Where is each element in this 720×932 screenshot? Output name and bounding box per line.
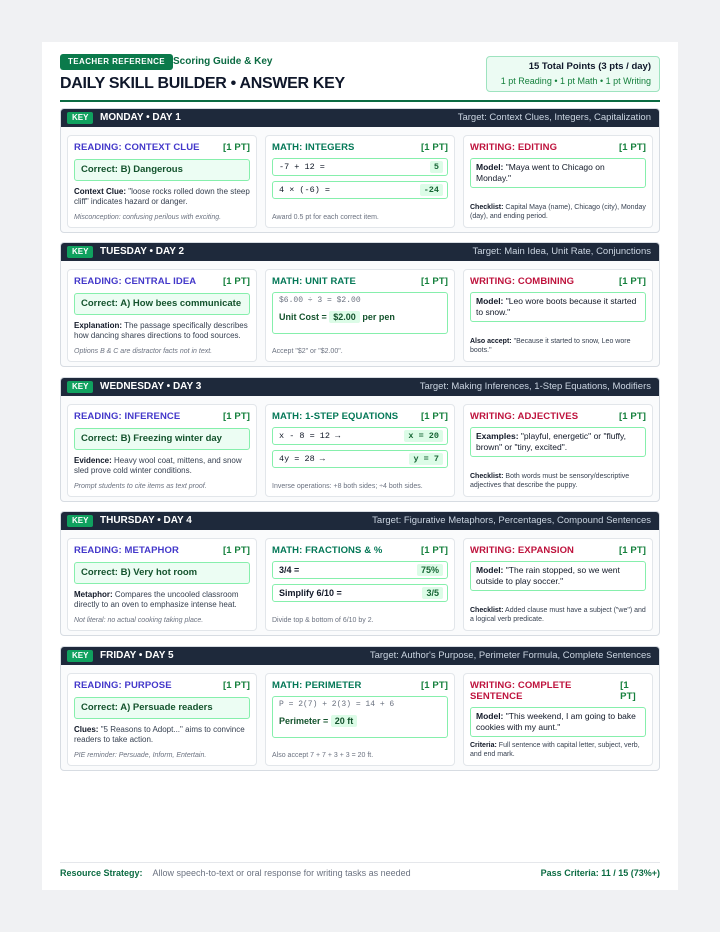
footer xyxy=(60,862,660,882)
writing-model xyxy=(470,707,646,737)
reading-explanation xyxy=(74,321,250,341)
day-header xyxy=(61,243,659,261)
writing-checklist xyxy=(470,203,646,221)
day-target: Target: Context Clues, Integers, Capitalization xyxy=(457,112,651,123)
day-header xyxy=(61,378,659,396)
day-section xyxy=(60,242,660,367)
reading-explanation xyxy=(74,456,250,476)
correct-answer: Correct: A) How bees communicate xyxy=(74,293,250,315)
writing-model xyxy=(470,158,646,188)
reading-note: Prompt students to cite items as text proof. xyxy=(74,483,207,490)
day-target: Target: Making Inferences, 1-Step Equations, Modifiers xyxy=(419,381,651,392)
reading-title: READING: METAPHOR xyxy=(74,545,179,556)
math-card-title xyxy=(272,411,448,422)
day-header xyxy=(61,647,659,665)
math-item xyxy=(272,181,448,199)
writing-card-title xyxy=(470,142,646,153)
points-total: 15 Total Points (3 pts / day) xyxy=(528,61,651,72)
reading-card-title xyxy=(74,680,250,691)
point-value: [1 PT] xyxy=(619,276,646,287)
writing-model xyxy=(470,561,646,591)
point-value: [1 PT] xyxy=(421,545,448,556)
reading-card-title xyxy=(74,276,250,287)
math-card-title xyxy=(272,276,448,287)
math-title: MATH: PERIMETER xyxy=(272,680,362,691)
writing-checklist xyxy=(470,741,646,759)
pass-criteria: Pass Criteria: 11 / 15 (73%+) xyxy=(540,868,660,878)
checklist-text: Added clause must have a subject ("we") and a logical verb predicate. xyxy=(470,607,646,623)
explanation-text: Compares the uncooled classroom directly to an oven to emphasize intense heat. xyxy=(74,590,239,609)
point-value: [1 PT] xyxy=(223,142,250,153)
checklist-label: Checklist: xyxy=(470,473,504,480)
math-title: MATH: INTEGERS xyxy=(272,142,355,153)
model-label: Model: xyxy=(476,565,504,575)
resource-strategy-value: Allow speech-to-text or oral response for writing tasks as needed xyxy=(152,868,411,878)
day-header xyxy=(61,512,659,530)
math-card xyxy=(265,404,455,497)
explanation-label: Context Clue: xyxy=(74,187,126,196)
reading-explanation xyxy=(74,590,250,610)
explanation-text: The passage specifically describes how dancing shares directions to food sources. xyxy=(74,321,248,340)
math-note: Accept "$2" or "$2.00". xyxy=(272,348,343,355)
reading-card xyxy=(67,404,257,497)
points-breakdown: 1 pt Reading • 1 pt Math • 1 pt Writing xyxy=(500,76,651,86)
reading-card xyxy=(67,673,257,766)
writing-model xyxy=(470,427,646,457)
final-value: 20 ft xyxy=(331,715,358,727)
day-name: WEDNESDAY • DAY 3 xyxy=(100,381,202,392)
math-work-box xyxy=(272,292,448,334)
page-subtitle: Scoring Guide & Key xyxy=(173,56,273,67)
math-card xyxy=(265,269,455,362)
resource-strategy-label: Resource Strategy: xyxy=(60,868,143,878)
teacher-reference-badge: TEACHER REFERENCE xyxy=(60,54,173,70)
math-answer: 3/5 xyxy=(422,587,443,599)
math-item xyxy=(272,450,448,468)
point-value: [1 PT] xyxy=(421,142,448,153)
final-label: Perimeter = xyxy=(279,716,329,726)
final-suffix: per pen xyxy=(362,312,395,322)
math-note: Also accept 7 + 7 + 3 + 3 = 20 ft. xyxy=(272,752,374,759)
final-label: Unit Cost = xyxy=(279,312,327,322)
header xyxy=(60,54,660,102)
page-title: DAILY SKILL BUILDER • ANSWER KEY xyxy=(60,75,345,92)
math-answer: -24 xyxy=(420,184,443,196)
math-answer: 75% xyxy=(417,564,443,576)
point-value: [1 PT] xyxy=(619,545,646,556)
reading-title: READING: PURPOSE xyxy=(74,680,172,691)
key-chip: KEY xyxy=(67,515,93,527)
checklist-label: Also accept: xyxy=(470,338,512,345)
math-card-title xyxy=(272,545,448,556)
writing-card-title xyxy=(470,545,646,556)
point-value: [1 PT] xyxy=(223,545,250,556)
math-card xyxy=(265,538,455,631)
math-work-box xyxy=(272,696,448,738)
points-box xyxy=(486,56,660,92)
writing-card xyxy=(463,673,653,766)
math-expression: 3/4 = xyxy=(279,565,300,575)
checklist-text: Full sentence with capital letter, subject, verb, and end mark. xyxy=(470,742,640,758)
explanation-text: "5 Reasons to Adopt..." aims to convince readers to take action. xyxy=(74,725,245,744)
math-item xyxy=(272,158,448,176)
writing-card xyxy=(463,404,653,497)
writing-card xyxy=(463,135,653,228)
math-note: Inverse operations: +8 both sides; ÷4 both sides. xyxy=(272,483,423,490)
math-expression: 4y = 28 → xyxy=(279,454,325,464)
day-target: Target: Author's Purpose, Perimeter Formula, Complete Sentences xyxy=(369,650,651,661)
day-section xyxy=(60,646,660,771)
math-title: MATH: FRACTIONS & % xyxy=(272,545,383,556)
model-text: "playful, energetic" or "fluffy, brown" or "tiny, excited". xyxy=(476,431,627,452)
key-chip: KEY xyxy=(67,650,93,662)
point-value: [1 PT] xyxy=(421,411,448,422)
math-answer: y = 7 xyxy=(409,453,443,465)
math-expression: -7 + 12 = xyxy=(279,162,325,172)
math-final-answer xyxy=(279,716,441,726)
correct-answer: Correct: B) Very hot room xyxy=(74,562,250,584)
math-title: MATH: 1-STEP EQUATIONS xyxy=(272,411,399,422)
point-value: [1 PT] xyxy=(421,680,448,691)
point-value: [1 PT] xyxy=(223,680,250,691)
math-card-title xyxy=(272,142,448,153)
reading-card-title xyxy=(74,411,250,422)
header-divider xyxy=(60,100,660,102)
model-text: "Leo wore boots because it started to snow." xyxy=(476,296,637,317)
correct-answer: Correct: B) Dangerous xyxy=(74,159,250,181)
math-item xyxy=(272,561,448,579)
writing-title: WRITING: ADJECTIVES xyxy=(470,411,579,422)
math-title: MATH: UNIT RATE xyxy=(272,276,356,287)
day-section xyxy=(60,511,660,636)
model-text: "The rain stopped, so we went outside to play soccer." xyxy=(476,565,620,586)
reading-card-title xyxy=(74,545,250,556)
math-expression: Simplify 6/10 = xyxy=(279,588,342,598)
checklist-text: Both words must be sensory/descriptive adjectives that describe the puppy. xyxy=(470,473,630,489)
math-card xyxy=(265,135,455,228)
writing-card xyxy=(463,538,653,631)
math-final-answer xyxy=(279,312,441,322)
math-card xyxy=(265,673,455,766)
reading-explanation xyxy=(74,187,250,207)
point-value: [1 PT] xyxy=(620,680,636,702)
model-text: "Maya went to Chicago on Monday." xyxy=(476,162,605,183)
writing-checklist xyxy=(470,337,646,355)
day-target: Target: Figurative Metaphors, Percentages, Compound Sentences xyxy=(372,515,651,526)
point-value: [1 PT] xyxy=(223,411,250,422)
model-label: Model: xyxy=(476,162,504,172)
math-note: Award 0.5 pt for each correct item. xyxy=(272,214,379,221)
reading-card xyxy=(67,269,257,362)
checklist-label: Checklist: xyxy=(470,607,504,614)
reading-note: Not literal: no actual cooking taking place. xyxy=(74,617,204,624)
correct-answer: Correct: A) Persuade readers xyxy=(74,697,250,719)
day-section xyxy=(60,377,660,502)
writing-model xyxy=(470,292,646,322)
checklist-label: Criteria: xyxy=(470,742,497,749)
writing-title: WRITING: EXPANSION xyxy=(470,545,575,556)
checklist-label: Checklist: xyxy=(470,204,504,211)
reading-card-title xyxy=(74,142,250,153)
reading-note: PIE reminder: Persuade, Inform, Entertain. xyxy=(74,752,207,759)
math-note: Divide top & bottom of 6/10 by 2. xyxy=(272,617,374,624)
correct-answer: Correct: B) Freezing winter day xyxy=(74,428,250,450)
writing-title: WRITING: COMBINING xyxy=(470,276,575,287)
math-answer: x = 20 xyxy=(404,430,443,442)
writing-title: WRITING: EDITING xyxy=(470,142,558,153)
checklist-text: Capital Maya (name), Chicago (city), Monday (day), and ending period. xyxy=(470,204,646,220)
model-label: Examples: xyxy=(476,431,519,441)
math-card-title xyxy=(272,680,448,691)
reading-note: Options B & C are distractor facts not in text. xyxy=(74,348,213,355)
checklist-text: "Because it started to snow, Leo wore boots." xyxy=(470,338,631,354)
writing-card xyxy=(463,269,653,362)
day-name: MONDAY • DAY 1 xyxy=(100,112,181,123)
writing-card-title xyxy=(470,680,646,702)
day-name: THURSDAY • DAY 4 xyxy=(100,515,192,526)
model-label: Model: xyxy=(476,711,504,721)
reading-note: Misconception: confusing perilous with exciting. xyxy=(74,214,222,221)
model-label: Model: xyxy=(476,296,504,306)
final-value: $2.00 xyxy=(329,311,360,323)
explanation-label: Clues: xyxy=(74,725,99,734)
math-answer: 5 xyxy=(430,161,443,173)
math-expression: x - 8 = 12 → xyxy=(279,431,341,441)
key-chip: KEY xyxy=(67,381,93,393)
day-name: FRIDAY • DAY 5 xyxy=(100,650,174,661)
reading-title: READING: CENTRAL IDEA xyxy=(74,276,197,287)
explanation-text: Heavy wool coat, mittens, and snow sled prove cold winter conditions. xyxy=(74,456,242,475)
point-value: [1 PT] xyxy=(619,142,646,153)
key-chip: KEY xyxy=(67,246,93,258)
writing-card-title xyxy=(470,411,646,422)
writing-checklist xyxy=(470,472,646,490)
reading-title: READING: CONTEXT CLUE xyxy=(74,142,200,153)
model-text: "This weekend, I am going to bake cookies with my aunt." xyxy=(476,711,636,732)
explanation-label: Explanation: xyxy=(74,321,123,330)
day-section xyxy=(60,108,660,233)
math-calculation: P = 2(7) + 2(3) = 14 + 6 xyxy=(279,700,395,709)
math-item xyxy=(272,584,448,602)
reading-card xyxy=(67,538,257,631)
math-item xyxy=(272,427,448,445)
writing-card-title xyxy=(470,276,646,287)
day-target: Target: Main Idea, Unit Rate, Conjunctions xyxy=(472,246,651,257)
point-value: [1 PT] xyxy=(421,276,448,287)
point-value: [1 PT] xyxy=(619,411,646,422)
explanation-label: Evidence: xyxy=(74,456,112,465)
point-value: [1 PT] xyxy=(223,276,250,287)
explanation-text: "loose rocks rolled down the steep cliff" indicates hazard or danger. xyxy=(74,187,250,206)
writing-title: WRITING: COMPLETE SENTENCE xyxy=(470,680,572,702)
reading-title: READING: INFERENCE xyxy=(74,411,181,422)
day-name: TUESDAY • DAY 2 xyxy=(100,246,185,257)
reading-explanation xyxy=(74,725,250,745)
reading-card xyxy=(67,135,257,228)
explanation-label: Metaphor: xyxy=(74,590,113,599)
answer-key-page xyxy=(42,42,678,890)
math-calculation: $6.00 ÷ 3 = $2.00 xyxy=(279,296,361,305)
key-chip: KEY xyxy=(67,112,93,124)
math-expression: 4 × (-6) = xyxy=(279,185,331,195)
writing-checklist xyxy=(470,606,646,624)
day-header xyxy=(61,109,659,127)
